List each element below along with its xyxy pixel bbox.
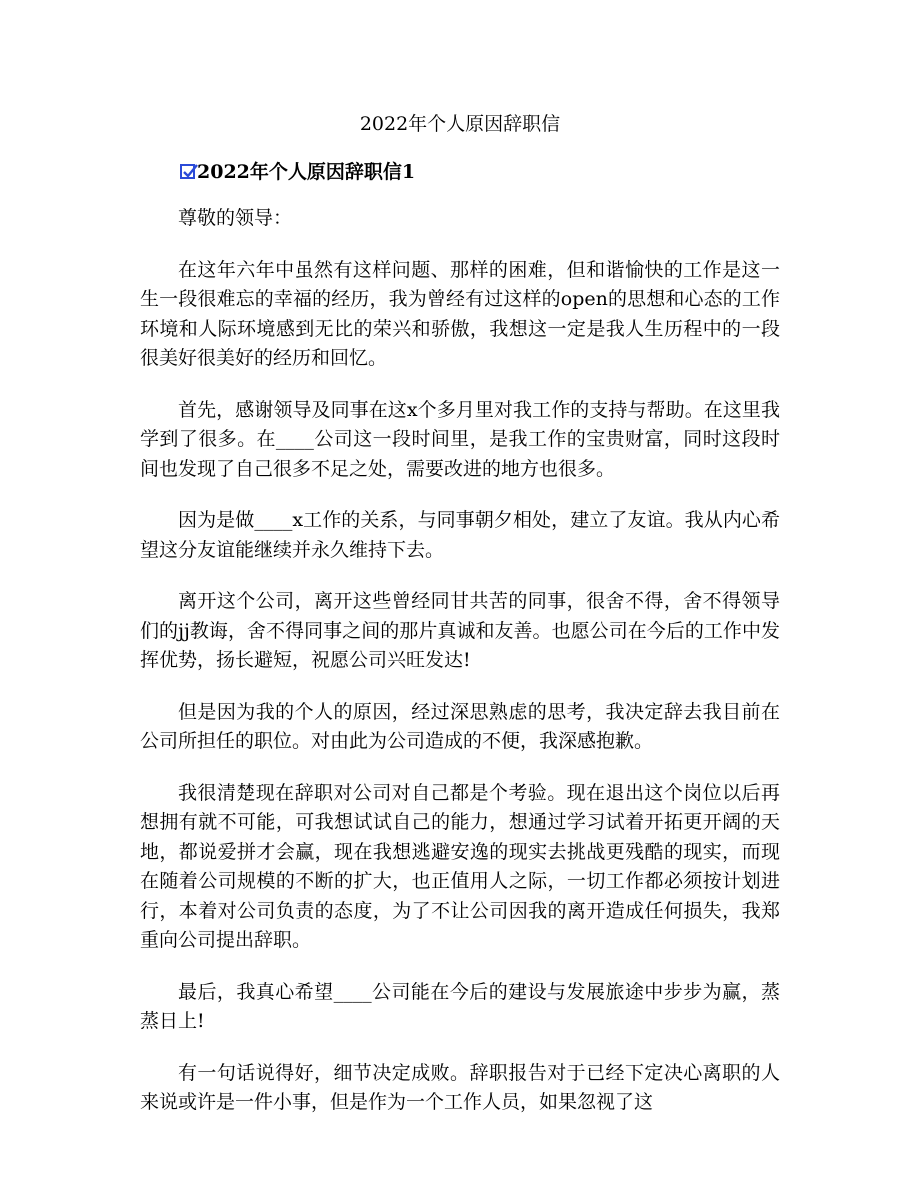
paragraph: 最后，我真心希望____公司能在今后的建设与发展旅途中步步为赢，蒸蒸日上! xyxy=(140,980,780,1032)
paragraph: 因为是做____x工作的关系，与同事朝夕相处，建立了友谊。我从内心希望这分友谊能继续并永久维持下去。 xyxy=(140,509,780,561)
letter-body xyxy=(140,204,780,1140)
section-heading xyxy=(180,159,415,185)
paragraph: 在这年六年中虽然有这样问题、那样的困难，但和谐愉快的工作是这一生一段很难忘的幸福的经历，我为曾经有过这样的open的思想和心态的工作环境和人际环境感到无比的荣兴和骄傲，我想这一定是我人生历程中的一段很美好很美好的经历和回忆。 xyxy=(140,258,780,369)
document-title: 2022年个人原因辞职信 xyxy=(359,113,561,135)
salutation: 尊敬的领导： xyxy=(178,207,293,229)
paragraph: 离开这个公司，离开这些曾经同甘共苦的同事，很舍不得，舍不得领导们的jj教诲，舍不得同事之间的那片真诚和友善。也愿公司在今后的工作中发挥优势，扬长避短，祝愿公司兴旺发达! xyxy=(140,590,780,671)
paragraph: 首先，感谢领导及同事在这x个多月里对我工作的支持与帮助。在这里我学到了很多。在____公司这一段时间里，是我工作的宝贵财富，同时这段时间也发现了自己很多不足之处，需要改进的地方也很多。 xyxy=(140,398,780,480)
checked-box-icon xyxy=(180,164,195,179)
paragraph: 有一句话说得好，细节决定成败。辞职报告对于已经下定决心离职的人来说或许是一件小事，但是作为一个工作人员，如果忽视了这 xyxy=(140,1061,780,1113)
paragraph: 我很清楚现在辞职对公司对自己都是个考验。现在退出这个岗位以后再想拥有就不可能，可我想试试自己的能力，想通过学习试着开拓更开阔的天地，都说爱拼才会赢，现在我想逃避安逸的现实去挑战更残酷的现实，而现在随着公司规模的不断的扩大，也正值用人之际，一切工作都必须按计划进行，本着对公司负责的态度，为了不让公司因我的离开造成任何损失，我郑重向公司提出辞职。 xyxy=(140,781,780,951)
section-heading-text: 2022年个人原因辞职信1 xyxy=(197,161,416,183)
paragraph: 但是因为我的个人的原因，经过深思熟虑的思考，我决定辞去我目前在公司所担任的职位。对由此为公司造成的不便，我深感抱歉。 xyxy=(140,700,780,752)
